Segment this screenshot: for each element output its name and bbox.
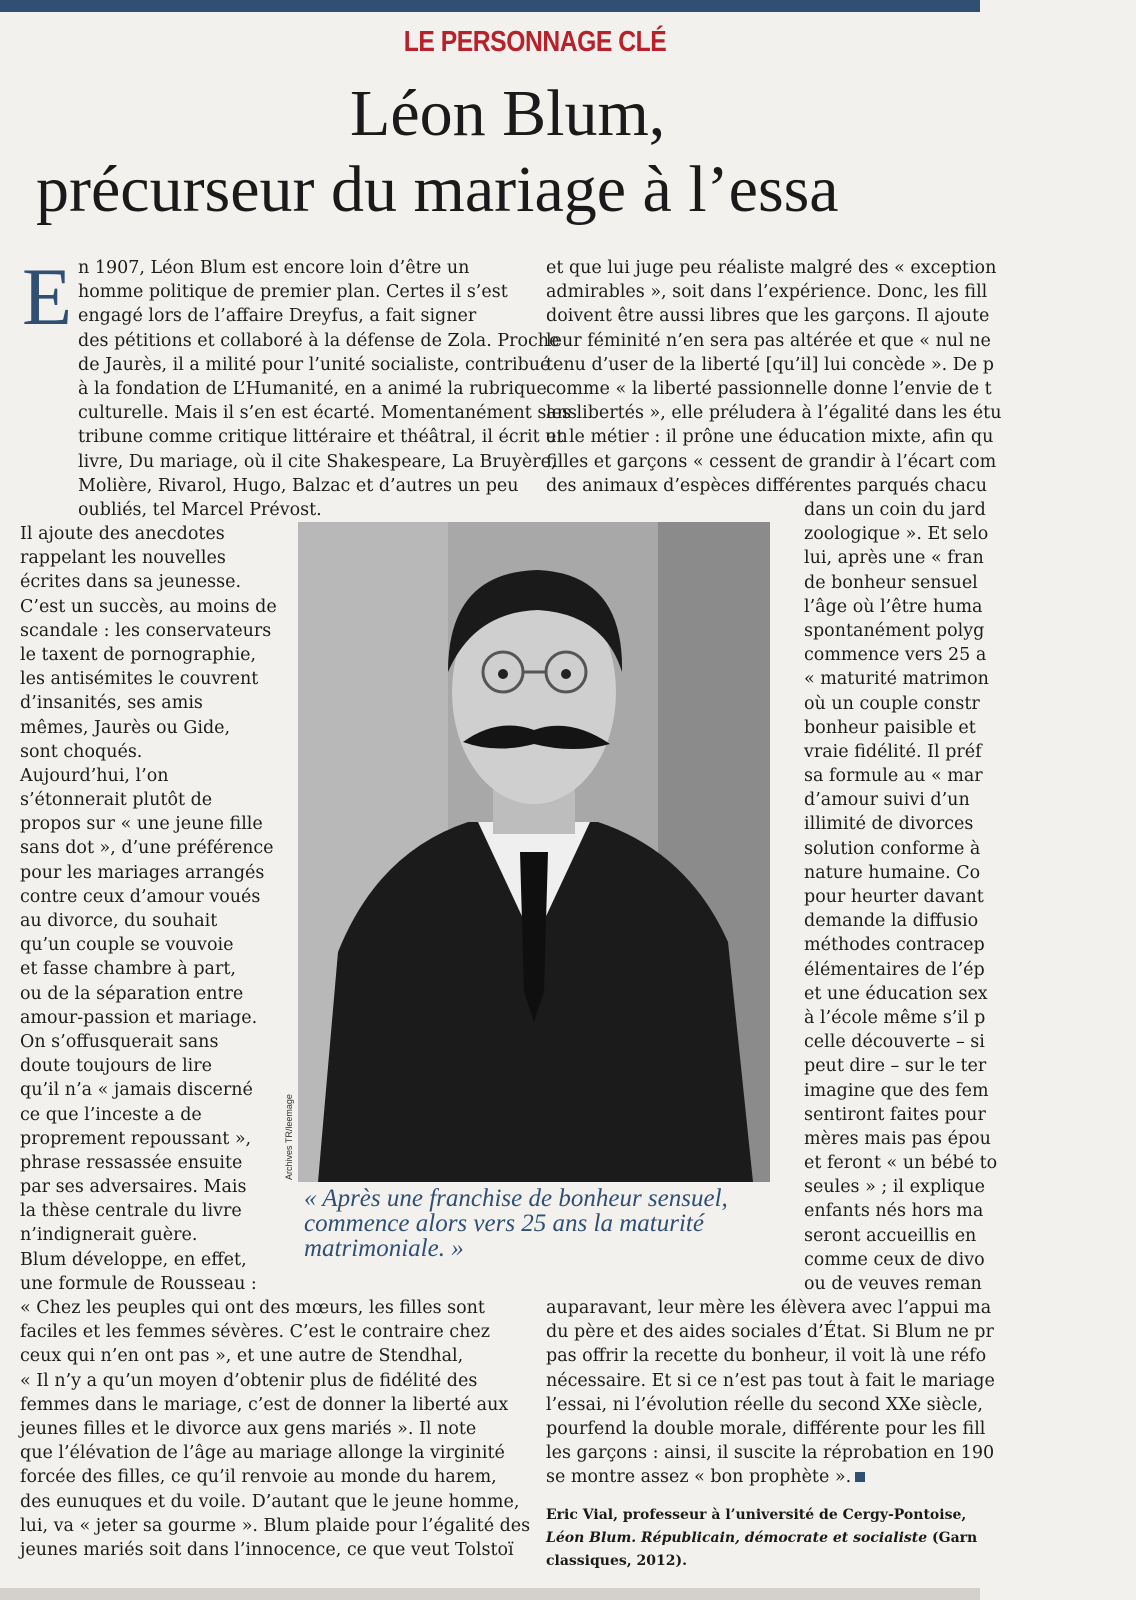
- text-line: seront accueillis en: [804, 1225, 977, 1246]
- text-line: On s’offusquerait sans: [20, 1031, 219, 1052]
- text-line: lui, après une « fran: [804, 548, 984, 569]
- photo-credit: Archives TR/leemage: [284, 1094, 294, 1180]
- text-line: Molière, Rivarol, Hugo, Balzac et d’autres un peu: [78, 475, 519, 496]
- text-line: s’étonnerait plutôt de: [20, 790, 213, 811]
- text-line: comme ceux de divo: [804, 1249, 985, 1270]
- book-line: [546, 1527, 986, 1550]
- text-line: phrase ressassée ensuite: [20, 1152, 243, 1173]
- text-line: amour-passion et mariage.: [20, 1007, 258, 1028]
- text-line: scandale : les conservateurs: [20, 620, 272, 641]
- text-line: enfants nés hors ma: [804, 1201, 984, 1222]
- text-line: admirables », soit dans l’expérience. Donc, les fill: [546, 282, 988, 303]
- text-line: rappelant les nouvelles: [20, 548, 226, 569]
- portrait-illustration: [298, 522, 770, 1182]
- text-line: n’indignerait guère.: [20, 1225, 198, 1246]
- text-line: tenu d’user de la liberté [qu’il] lui concède ». De p: [546, 354, 994, 375]
- top-color-band: [0, 0, 980, 12]
- text-line: solution conforme à: [804, 838, 981, 859]
- text-line: ou de la séparation entre: [20, 983, 244, 1004]
- text-line: sa formule au « mar: [804, 766, 983, 787]
- text-line: Il ajoute des anecdotes: [20, 524, 225, 544]
- text-line: zoologique ». Et selo: [804, 524, 989, 545]
- column-1-narrow: [20, 522, 290, 1296]
- portrait-photo: [298, 522, 770, 1182]
- bottom-band: [0, 1588, 980, 1600]
- text-line: oubliés, tel Marcel Prévost.: [78, 499, 322, 520]
- text-line: ce que l’inceste a de: [20, 1104, 202, 1125]
- text-line: « Chez les peuples qui ont des mœurs, les filles sont: [20, 1298, 485, 1318]
- column-2-top: [546, 256, 1002, 498]
- text-line: Blum développe, en effet,: [20, 1249, 247, 1270]
- text-line: nature humaine. Co: [804, 862, 981, 883]
- text-line: spontanément polyg: [804, 620, 985, 641]
- text-line: de bonheur sensuel: [804, 572, 978, 593]
- column-2-bottom: [546, 1296, 995, 1490]
- text-line: ceux qui n’en ont pas », et une autre de Stendhal,: [20, 1346, 464, 1367]
- article-headline: [36, 76, 1136, 228]
- text-line: Aujourd’hui, l’on: [20, 765, 169, 786]
- author-line: Eric Vial, professeur à l’université de Cergy-Pontoise,: [546, 1507, 967, 1523]
- text-line: propos sur « une jeune fille: [20, 814, 263, 835]
- text-line: des eunuques et du voile. D’autant que le jeune homme,: [20, 1491, 520, 1512]
- text-line: pour heurter davant: [804, 887, 984, 907]
- end-mark-icon: [855, 1472, 865, 1482]
- text-line: une formule de Rousseau :: [20, 1273, 257, 1294]
- text-line: celle découverte – si: [804, 1032, 985, 1053]
- text-line: faciles et les femmes sévères. C’est le contraire chez: [20, 1322, 490, 1343]
- text-line: ou de veuves reman: [804, 1274, 982, 1294]
- text-line: filles et garçons « cessent de grandir à l’écart com: [546, 451, 997, 472]
- text-line: sont choqués.: [20, 741, 143, 762]
- text-line: leur féminité n’en sera pas altérée et que « nul ne: [546, 330, 991, 351]
- text-line: par ses adversaires. Mais: [20, 1177, 247, 1198]
- text-line: forcée des filles, ce qu’il renvoie au monde du harem,: [20, 1467, 497, 1488]
- text-line: sentiront faites pour: [804, 1104, 986, 1125]
- text-line: et feront « un bébé to: [804, 1153, 998, 1174]
- text-line: pour les mariages arrangés: [20, 862, 265, 883]
- headline-line-1: Léon Blum,: [350, 77, 666, 150]
- text-line: engagé lors de l’affaire Dreyfus, a fait signer: [78, 306, 477, 327]
- text-line: jeunes mariés soit dans l’innocence, ce que veut Tolstoï: [20, 1539, 514, 1560]
- column-2-narrow: [804, 498, 998, 1296]
- column-1-top: [78, 256, 578, 522]
- text-line: auparavant, leur mère les élèvera avec l’appui ma: [546, 1298, 992, 1318]
- text-line: dans un coin du jard: [804, 500, 986, 520]
- section-rubric: LE PERSONNAGE CLÉ: [403, 26, 667, 58]
- book-title: Léon Blum. Républicain, démocrate et socialiste: [546, 1530, 928, 1546]
- text-line: la thèse centrale du livre: [20, 1201, 242, 1222]
- text-line: lui, va « jeter sa gourme ». Blum plaide pour l’égalité des: [20, 1515, 531, 1536]
- text-line: à l’école même s’il p: [804, 1007, 986, 1028]
- text-line: commence vers 25 a: [804, 645, 987, 666]
- text-line: seules » ; il explique: [804, 1177, 986, 1198]
- text-line: à la fondation de L’Humanité, en a animé la rubrique: [78, 378, 547, 399]
- text-line: nécessaire. Et si ce n’est pas tout à fait le mariage: [546, 1370, 995, 1391]
- author-signature: [546, 1504, 986, 1573]
- text-line: au divorce, du souhait: [20, 911, 218, 931]
- text-line: « maturité matrimon: [804, 669, 989, 690]
- text-line: l’âge où l’être huma: [804, 596, 983, 617]
- text-line: des pétitions et collaboré à la défense de Zola. Proche: [78, 330, 560, 351]
- text-line: contre ceux d’amour voués: [20, 886, 261, 907]
- text-line: qu’il n’a « jamais discerné: [20, 1080, 253, 1101]
- pull-quote: « Après une franchise de bonheur sensuel, commence alors vers 25 ans la maturité matrimoniale. »: [304, 1185, 728, 1262]
- text-line: méthodes contracep: [804, 935, 985, 956]
- text-line: « Il n’y a qu’un moyen d’obtenir plus de fidélité des: [20, 1370, 478, 1391]
- text-line: culturelle. Mais il s’en est écarté. Momentanément sans: [78, 403, 578, 424]
- text-line: pas offrir la recette du bonheur, il voit là une réfo: [546, 1346, 987, 1367]
- text-line: doivent être aussi libres que les garçons. Il ajoute: [546, 306, 990, 327]
- publisher-a: (Garn: [927, 1530, 978, 1546]
- text-line: écrites dans sa jeunesse.: [20, 572, 242, 593]
- text-line: et une éducation sex: [804, 983, 988, 1004]
- text-line: vraie fidélité. Il préf: [804, 741, 982, 762]
- text-line: C’est un succès, au moins de: [20, 596, 277, 617]
- text-line: homme politique de premier plan. Certes il s’est: [78, 282, 508, 303]
- text-line: femmes dans le mariage, c’est de donner la liberté aux: [20, 1394, 509, 1415]
- text-line: des animaux d’espèces différentes parqués chacu: [546, 475, 987, 496]
- text-line: d’insanités, ses amis: [20, 693, 203, 714]
- text-line: l’essai, ni l’évolution réelle du second XXe siècle,: [546, 1394, 983, 1415]
- text-line: proprement repoussant »,: [20, 1128, 252, 1149]
- column-1-bottom: [20, 1296, 531, 1562]
- text-line: n 1907, Léon Blum est encore loin d’être un: [78, 258, 470, 278]
- text-line: sans dot », d’une préférence: [20, 838, 274, 859]
- text-line: et le métier : il prône une éducation mixte, afin qu: [546, 427, 994, 448]
- text-line: les antisémites le couvrent: [20, 669, 259, 690]
- text-line: livre, Du mariage, où il cite Shakespeare, La Bruyère,: [78, 451, 557, 472]
- text-line: les garçons : ainsi, il suscite la réprobation en 190: [546, 1443, 995, 1464]
- text-line: jeunes filles et le divorce aux gens mariés ». Il note: [20, 1418, 477, 1439]
- text-line: où un couple constr: [804, 693, 980, 714]
- text-line: mêmes, Jaurès ou Gide,: [20, 717, 231, 738]
- text-line: et que lui juge peu réaliste malgré des « exception: [546, 258, 997, 278]
- text-line: et fasse chambre à part,: [20, 959, 236, 980]
- text-line: qu’un couple se vouvoie: [20, 935, 234, 956]
- text-line: les libertés », elle préludera à l’égalité dans les étu: [546, 403, 1002, 424]
- text-line: bonheur paisible et: [804, 717, 976, 738]
- text-line: illimité de divorces: [804, 814, 974, 835]
- text-line: le taxent de pornographie,: [20, 644, 257, 665]
- text-line: pourfend la double morale, différente pour les fill: [546, 1418, 986, 1439]
- text-line: peut dire – sur le ter: [804, 1056, 987, 1077]
- publisher-line: classiques, 2012).: [546, 1553, 687, 1569]
- text-line: de Jaurès, il a milité pour l’unité socialiste, contribué: [78, 354, 551, 375]
- text-line: comme « la liberté passionnelle donne l’envie de t: [546, 378, 992, 399]
- text-line: tribune comme critique littéraire et théâtral, il écrit un: [78, 427, 568, 448]
- text-line: se montre assez « bon prophète ».: [546, 1465, 980, 1489]
- text-line: demande la diffusio: [804, 911, 979, 932]
- drop-cap: E: [22, 251, 73, 342]
- text-line: du père et des aides sociales d’État. Si Blum ne pr: [546, 1322, 994, 1343]
- text-line: mères mais pas épou: [804, 1128, 991, 1149]
- text-line: d’amour suivi d’un: [804, 790, 970, 811]
- text-line: élémentaires de l’ép: [804, 959, 985, 980]
- text-line: imagine que des fem: [804, 1080, 989, 1101]
- headline-line-2: précurseur du mariage à l’essa: [36, 153, 839, 226]
- text-line: doute toujours de lire: [20, 1056, 212, 1077]
- text-line: que l’élévation de l’âge au mariage allonge la virginité: [20, 1443, 505, 1464]
